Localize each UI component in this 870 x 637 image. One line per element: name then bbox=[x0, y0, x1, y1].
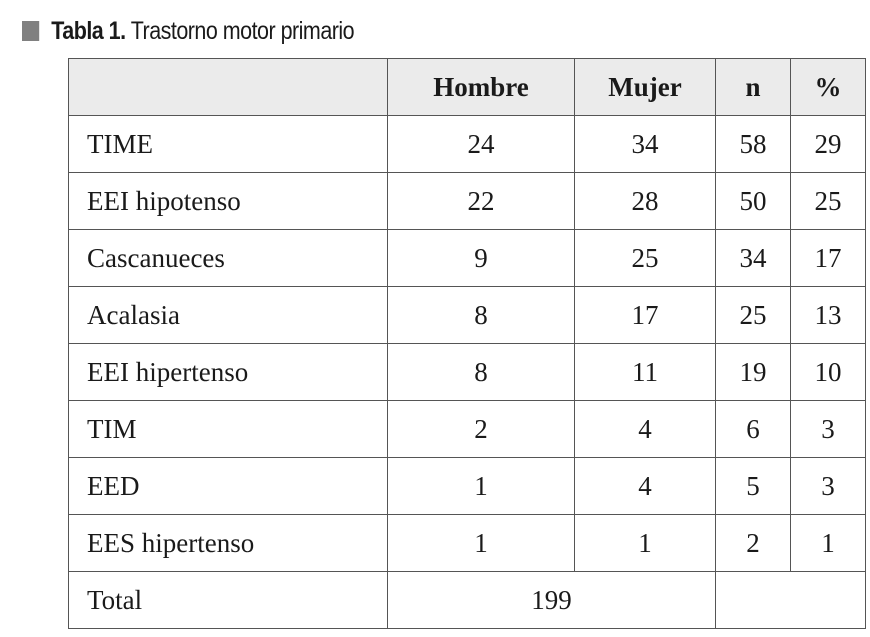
header-n: n bbox=[716, 59, 791, 116]
cell-mujer: 4 bbox=[575, 458, 716, 515]
cell-hombre: 1 bbox=[388, 515, 575, 572]
cell-n: 19 bbox=[716, 344, 791, 401]
caption-title: Trastorno motor primario bbox=[130, 16, 355, 45]
cell-n: 50 bbox=[716, 173, 791, 230]
cell-percent: 25 bbox=[791, 173, 866, 230]
cell-hombre: 24 bbox=[388, 116, 575, 173]
header-percent: % bbox=[791, 59, 866, 116]
row-label: Cascanueces bbox=[69, 230, 388, 287]
cell-n: 25 bbox=[716, 287, 791, 344]
total-value: 199 bbox=[388, 572, 716, 629]
cell-mujer: 4 bbox=[575, 401, 716, 458]
table-row bbox=[69, 230, 866, 287]
cell-percent: 17 bbox=[791, 230, 866, 287]
table-row bbox=[69, 401, 866, 458]
data-table bbox=[68, 58, 866, 629]
cell-mujer: 11 bbox=[575, 344, 716, 401]
table-caption bbox=[22, 14, 354, 48]
cell-hombre: 22 bbox=[388, 173, 575, 230]
cell-hombre: 8 bbox=[388, 287, 575, 344]
row-label: EEI hipertenso bbox=[69, 344, 388, 401]
cell-n: 6 bbox=[716, 401, 791, 458]
header-row bbox=[69, 59, 866, 116]
header-mujer: Mujer bbox=[575, 59, 716, 116]
cell-hombre: 2 bbox=[388, 401, 575, 458]
table-row bbox=[69, 344, 866, 401]
cell-hombre: 1 bbox=[388, 458, 575, 515]
cell-percent: 3 bbox=[791, 458, 866, 515]
cell-mujer: 28 bbox=[575, 173, 716, 230]
table-row bbox=[69, 173, 866, 230]
cell-n: 34 bbox=[716, 230, 791, 287]
cell-percent: 10 bbox=[791, 344, 866, 401]
header-hombre: Hombre bbox=[388, 59, 575, 116]
cell-hombre: 8 bbox=[388, 344, 575, 401]
header-empty-cell bbox=[69, 59, 388, 116]
row-label: TIM bbox=[69, 401, 388, 458]
row-label: TIME bbox=[69, 116, 388, 173]
cell-n: 2 bbox=[716, 515, 791, 572]
cell-percent: 29 bbox=[791, 116, 866, 173]
cell-percent: 13 bbox=[791, 287, 866, 344]
table-row bbox=[69, 287, 866, 344]
cell-mujer: 17 bbox=[575, 287, 716, 344]
row-label: EEI hipotenso bbox=[69, 173, 388, 230]
cell-hombre: 9 bbox=[388, 230, 575, 287]
cell-mujer: 1 bbox=[575, 515, 716, 572]
row-label: EES hipertenso bbox=[69, 515, 388, 572]
total-row bbox=[69, 572, 866, 629]
row-label: EED bbox=[69, 458, 388, 515]
table-row bbox=[69, 458, 866, 515]
row-label: Acalasia bbox=[69, 287, 388, 344]
cell-percent: 3 bbox=[791, 401, 866, 458]
caption-label: Tabla 1. bbox=[51, 16, 126, 45]
cell-percent: 1 bbox=[791, 515, 866, 572]
cell-mujer: 25 bbox=[575, 230, 716, 287]
total-empty-cell bbox=[716, 572, 866, 629]
cell-mujer: 34 bbox=[575, 116, 716, 173]
total-label: Total bbox=[69, 572, 388, 629]
table-row bbox=[69, 515, 866, 572]
cell-n: 5 bbox=[716, 458, 791, 515]
caption-square-icon bbox=[22, 21, 39, 41]
cell-n: 58 bbox=[716, 116, 791, 173]
table-row bbox=[69, 116, 866, 173]
